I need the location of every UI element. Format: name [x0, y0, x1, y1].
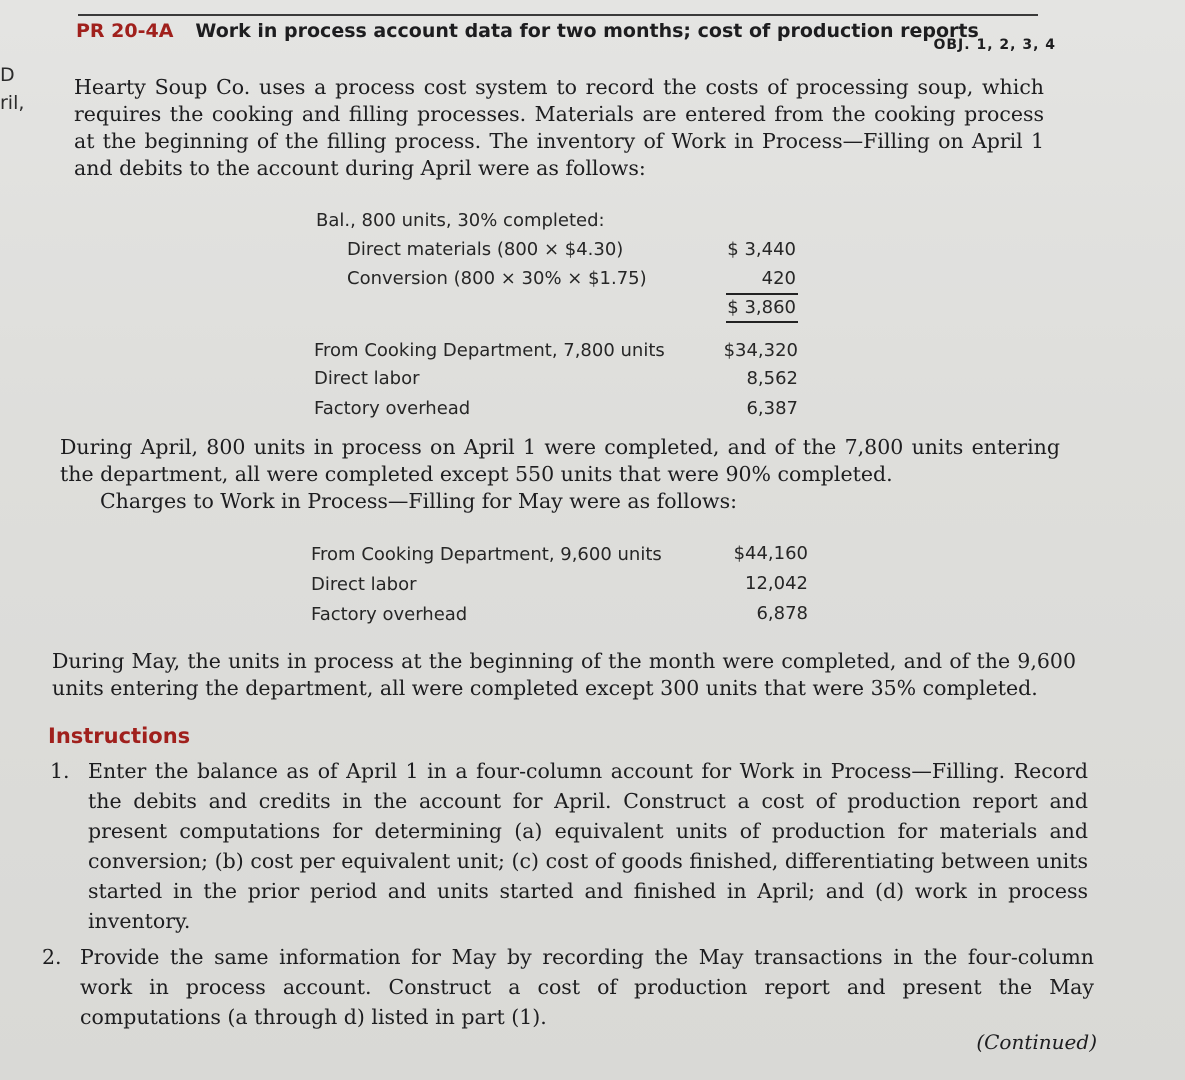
april-summary-paragraph: During April, 800 units in process on April 1 were completed, and of the 7,800 units entering the department, all were completed except 550 units that were 90% completed.: [60, 435, 1060, 486]
problem-title: Work in process account data for two months; cost of production reports: [195, 20, 979, 42]
margin-fragment-top: D: [0, 64, 15, 86]
problem-header: [76, 18, 1056, 53]
may-cooking-label: From Cooking Department, 9,600 units: [311, 544, 662, 565]
instruction-item-1: [50, 756, 1088, 936]
instruction-text: Provide the same information for May by recording the May transactions in the four-column work in process account. Construct a cost of production report and present the May computations (a through d) listed in part (1).: [80, 945, 1094, 1029]
problem-id: PR 20-4A: [76, 20, 174, 42]
may-labor-label: Direct labor: [311, 574, 417, 595]
may-cooking-amount: $44,160: [733, 543, 808, 564]
may-overhead-label: Factory overhead: [311, 604, 468, 625]
intro-paragraph: Hearty Soup Co. uses a process cost system to record the costs of processing soup, which requires the cooking and filling processes. Materials are entered from the cooking process at the beginning of the filling process. The inventory of Work in Process—Filling on April 1 and debits to the account during April were as follows:: [74, 75, 1044, 180]
instructions-heading: Instructions: [48, 724, 191, 748]
instruction-number: 1.: [50, 759, 70, 783]
april-cooking-label: From Cooking Department, 7,800 units: [314, 340, 665, 361]
margin-fragment-bottom: ril,: [0, 92, 25, 114]
may-summary-paragraph: During May, the units in process at the beginning of the month were completed, and of the 9,600 units entering the department, all were completed except 300 units that were 35% completed.: [52, 649, 1076, 700]
balance-total-amount: $ 3,860: [727, 297, 796, 318]
april-overhead-amount: 6,387: [746, 398, 798, 419]
instruction-number: 2.: [42, 945, 62, 969]
april-overhead-label: Factory overhead: [314, 398, 471, 419]
instruction-item-2: [42, 942, 1094, 1032]
conversion-label: Conversion (800 × 30% × $1.75): [347, 268, 647, 289]
objectives-tag: OBJ. 1, 2, 3, 4: [933, 37, 1056, 53]
may-overhead-amount: 6,878: [756, 603, 808, 624]
instruction-text: Enter the balance as of April 1 in a four-column account for Work in Process—Filling. Record the debits and credits in the account for April. Construct a cost of production report and present computations for determining (a) equivalent units of production for materials and conversion; (b) cost per equivalent unit; (c) cost of goods finished, differentiating between units started in the prior period and units started and finished in April; and (d) work in process inventory.: [88, 759, 1088, 933]
direct-materials-label: Direct materials (800 × $4.30): [347, 239, 624, 260]
header-rule: [78, 14, 1038, 16]
total-rule: [726, 321, 798, 323]
conversion-amount: 420: [761, 268, 796, 289]
direct-materials-amount: $ 3,440: [727, 239, 796, 260]
subtotal-rule: [726, 293, 798, 295]
april-labor-amount: 8,562: [746, 368, 798, 389]
april-labor-label: Direct labor: [314, 368, 420, 389]
april-cooking-amount: $34,320: [723, 340, 798, 361]
may-intro-paragraph: Charges to Work in Process—Filling for May were as follows:: [100, 489, 738, 513]
may-labor-amount: 12,042: [745, 573, 808, 594]
continued-note: (Continued): [976, 1030, 1097, 1054]
balance-label: Bal., 800 units, 30% completed:: [316, 210, 605, 231]
